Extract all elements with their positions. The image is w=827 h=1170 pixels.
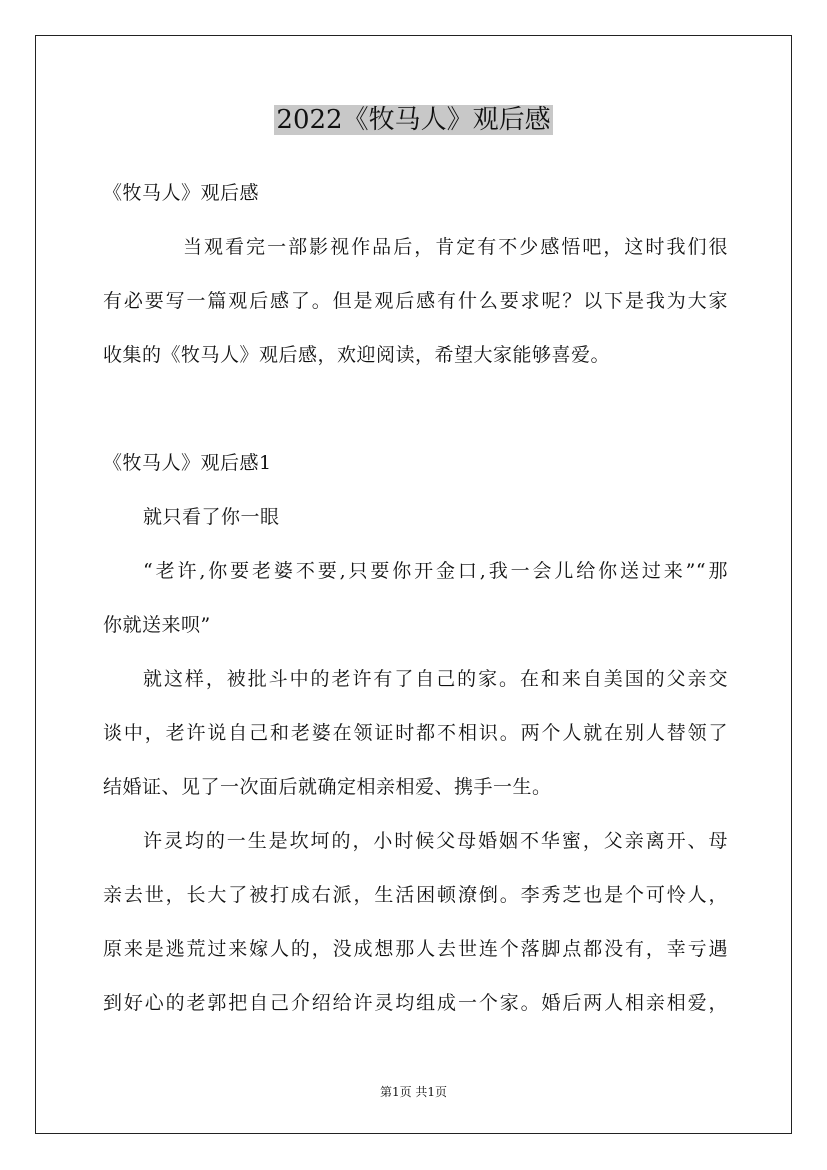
quote-line-1: “老许,你要老婆不要,只要你开金口,我一会儿给你送过来”“那 — [143, 560, 728, 582]
para2-line-1: 许灵均的一生是坎坷的，小时候父母婚姻不华蜜，父亲离开、母 — [143, 830, 728, 852]
page-footer: 第1页 共1页 — [379, 1085, 448, 1099]
para2-line-3: 原来是逃荒过来嫁人的，没成想那人去世连个落脚点都没有，幸亏遇 — [103, 938, 728, 960]
para2-line-4: 到好心的老郭把自己介绍给许灵均组成一个家。婚后两人相亲相爱， — [103, 992, 728, 1014]
intro-line-2: 有必要写一篇观后感了。但是观后感有什么要求呢？以下是我为大家 — [103, 290, 728, 312]
document-title-text: 2022《牧马人》观后感 — [276, 105, 551, 135]
intro-line-3: 收集的《牧马人》观后感，欢迎阅读，希望大家能够喜爱。 — [103, 344, 611, 366]
subheading: 就只看了你一眼 — [143, 506, 280, 528]
para1-line-3: 结婚证、见了一次面后就确定相亲相爱、携手一生。 — [103, 776, 552, 798]
para1-line-2: 谈中，老许说自己和老婆在领证时都不相识。两个人就在别人替领了 — [103, 722, 728, 744]
para1-line-1: 就这样，被批斗中的老许有了自己的家。在和来自美国的父亲交 — [143, 668, 728, 690]
document-title — [0, 100, 827, 140]
intro-heading: 《牧马人》观后感 — [103, 182, 260, 204]
section-heading: 《牧马人》观后感1 — [103, 452, 272, 474]
para2-line-2: 亲去世，长大了被打成右派，生活困顿潦倒。李秀芝也是个可怜人， — [103, 884, 728, 906]
quote-line-2: 你就送来呗” — [103, 614, 211, 636]
intro-line-1: 当观看完一部影视作品后，肯定有不少感悟吧，这时我们很 — [183, 236, 728, 258]
